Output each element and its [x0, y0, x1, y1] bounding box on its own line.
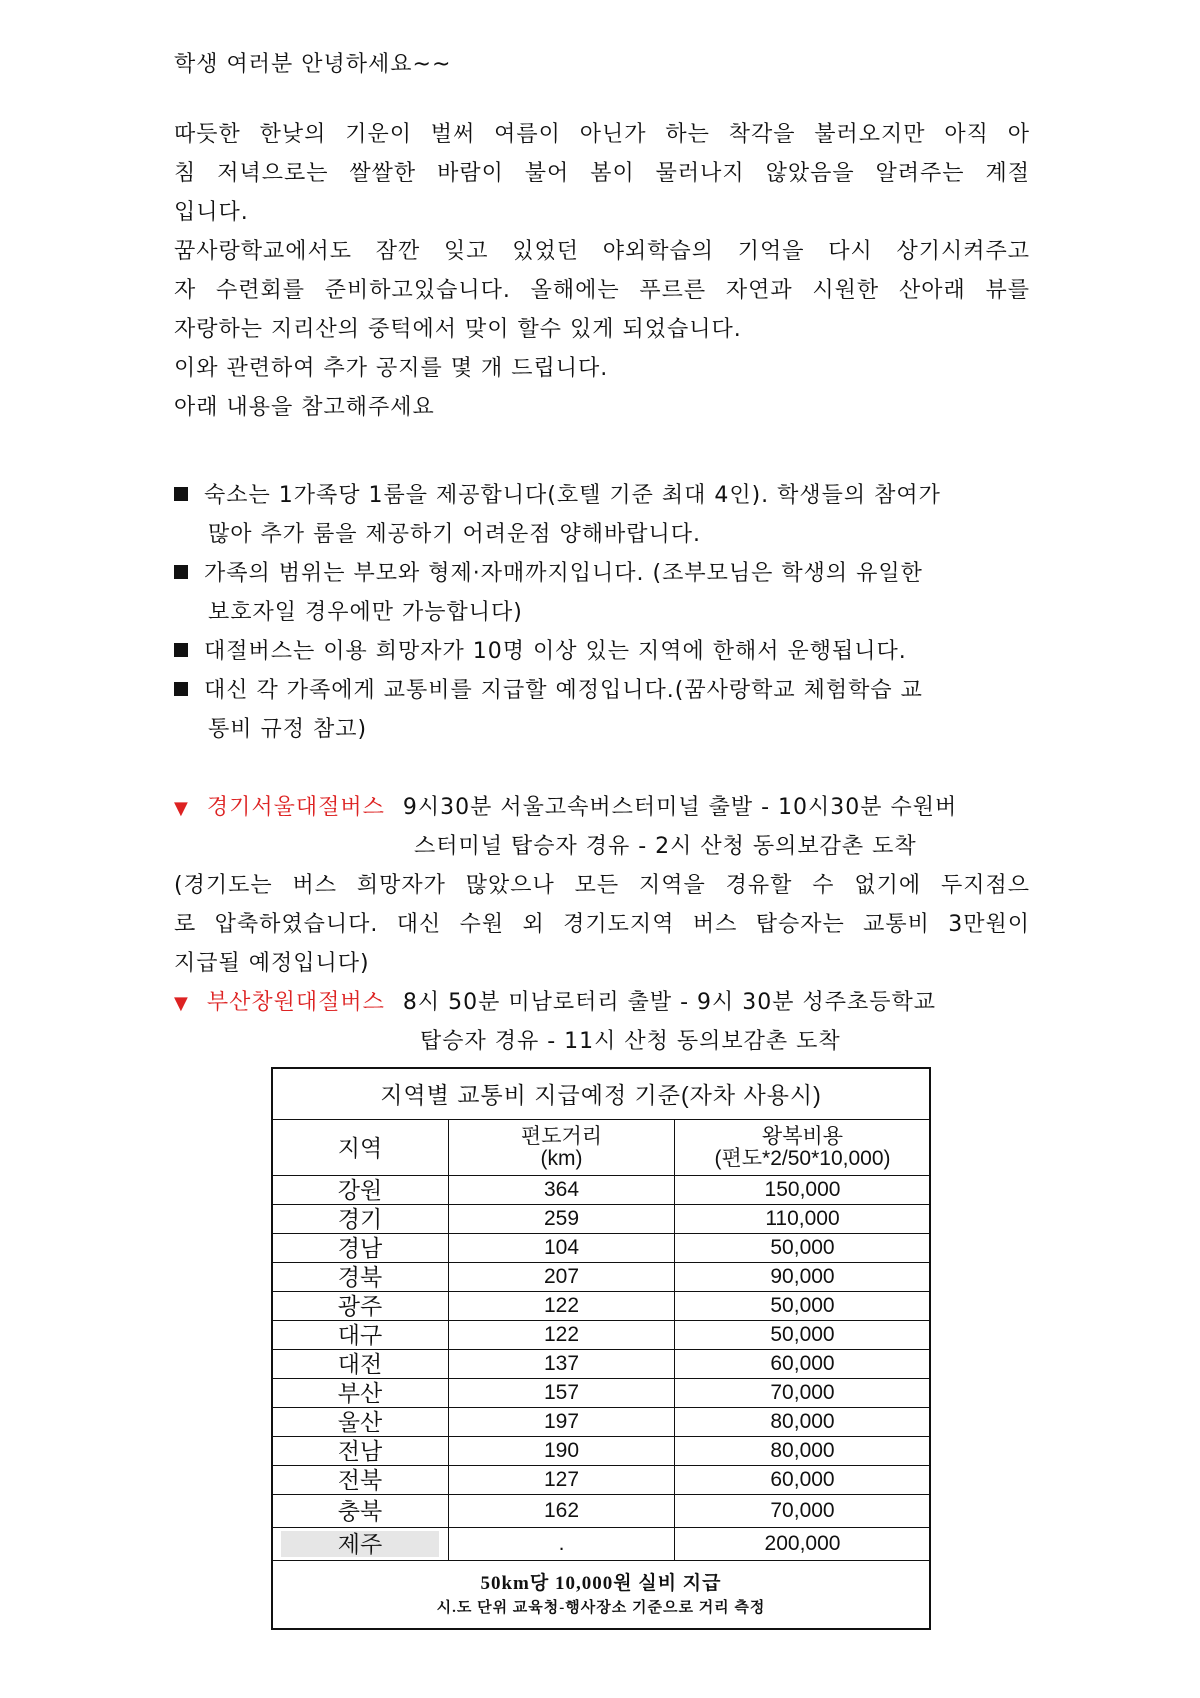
table-row: [272, 1234, 931, 1263]
cost-cell: 50,000: [675, 1234, 931, 1263]
header-cost-formula: (편도*2/50*10,000): [714, 1146, 891, 1170]
table-title: 지역별 교통비 지급예정 기준(자차 사용시): [272, 1068, 931, 1120]
bus-route-name: 경기서울대절버스: [206, 795, 385, 820]
bus-route-schedule-cont: 스터미널 탑승자 경유 - 2시 산청 동의보감촌 도착: [414, 834, 917, 859]
bus-route-note: 로 압축하였습니다. 대신 수원 외 경기도지역 버스 탑승자는 교통비 3만원이: [174, 912, 1030, 937]
table-row: [272, 1466, 931, 1495]
distance-cell: 207: [449, 1263, 675, 1292]
distance-cell: .: [449, 1528, 675, 1561]
footer-measurement-note: 시.도 단위 교육청-행사장소 기준으로 거리 측정: [436, 1600, 766, 1616]
region-cell: 경기: [272, 1205, 449, 1234]
cost-cell: 70,000: [675, 1495, 931, 1528]
triangle-down-icon: ▼: [174, 798, 189, 819]
distance-cell: 157: [449, 1379, 675, 1408]
intro-line: 이와 관련하여 추가 공지를 몇 개 드립니다.: [174, 356, 609, 381]
bus-route-schedule: 8시 50분 미남로터리 출발 - 9시 30분 성주초등학교: [402, 990, 937, 1015]
cost-cell: 70,000: [675, 1379, 931, 1408]
header-cost: [675, 1120, 931, 1176]
region-cell: 전남: [272, 1437, 449, 1466]
bullet-continuation: 많아 추가 룸을 제공하기 어려운점 양해바랍니다.: [208, 522, 702, 547]
region-cell: 경북: [272, 1263, 449, 1292]
intro-line: 꿈사랑학교에서도 잠깐 잊고 있었던 야외학습의 기억을 다시 상기시켜주고: [174, 239, 1030, 264]
intro-line: 아래 내용을 참고해주세요: [174, 395, 435, 420]
table-row: [272, 1205, 931, 1234]
region-cell: 광주: [272, 1292, 449, 1321]
header-cost-label: 왕복비용: [761, 1124, 844, 1148]
bullet-text: 가족의 범위는 부모와 형제·자매까지입니다. (조부모님은 학생의 유일한: [204, 561, 923, 586]
region-cell: 부산: [272, 1379, 449, 1408]
cost-cell: 80,000: [675, 1437, 931, 1466]
bus-route: [174, 793, 1030, 824]
bus-route: [174, 988, 1030, 1019]
region-cell: 전북: [272, 1466, 449, 1495]
bullet-text: 숙소는 1가족당 1룸을 제공합니다(호텔 기준 최대 4인). 학생들의 참여가: [204, 483, 941, 508]
bullet-text: 대신 각 가족에게 교통비를 지급할 예정입니다.(꿈사랑학교 체험학습 교: [204, 678, 923, 703]
intro-line: 자 수련회를 준비하고있습니다. 올해에는 푸르른 자연과 시원한 산아래 뷰를: [174, 278, 1030, 303]
intro-line: 자랑하는 지리산의 중턱에서 맞이 할수 있게 되었습니다.: [174, 317, 742, 342]
distance-cell: 190: [449, 1437, 675, 1466]
region-cell: 대구: [272, 1321, 449, 1350]
table-row: [272, 1379, 931, 1408]
bus-route-note: (경기도는 버스 희망자가 많았으나 모든 지역을 경유할 수 없기에 두지점으: [174, 873, 1030, 898]
distance-cell: 197: [449, 1408, 675, 1437]
cost-cell: 50,000: [675, 1292, 931, 1321]
table-row: [272, 1350, 931, 1379]
header-distance: [449, 1120, 675, 1176]
cost-cell: 50,000: [675, 1321, 931, 1350]
greeting: 학생 여러분 안녕하세요~~: [174, 52, 452, 77]
bus-route-schedule: 9시30분 서울고속버스터미널 출발 - 10시30분 수원버: [402, 795, 958, 820]
cost-cell: 150,000: [675, 1176, 931, 1205]
distance-cell: 162: [449, 1495, 675, 1528]
table-row: [272, 1528, 931, 1561]
table-footer: [272, 1561, 931, 1630]
distance-cell: 104: [449, 1234, 675, 1263]
header-distance-label: 편도거리: [520, 1124, 603, 1148]
cost-cell: 60,000: [675, 1466, 931, 1495]
distance-cell: 122: [449, 1292, 675, 1321]
bullet-item: [174, 676, 1030, 706]
table-row: [272, 1176, 931, 1205]
region-cell: 충북: [272, 1495, 449, 1528]
region-cell: 경남: [272, 1234, 449, 1263]
region-cell: 강원: [272, 1176, 449, 1205]
region-cell: 울산: [272, 1408, 449, 1437]
bus-route-note: 지급될 예정입니다): [174, 951, 370, 976]
table-row: [272, 1321, 931, 1350]
bullet-continuation: 통비 규정 참고): [208, 717, 368, 742]
intro-line: 입니다.: [174, 200, 249, 225]
cost-cell: 90,000: [675, 1263, 931, 1292]
square-bullet-icon: [174, 643, 188, 657]
distance-cell: 122: [449, 1321, 675, 1350]
distance-cell: 127: [449, 1466, 675, 1495]
fare-table: [271, 1067, 931, 1630]
table-row: [272, 1495, 931, 1528]
cost-cell: 110,000: [675, 1205, 931, 1234]
footer-rate: 50km당 10,000원 실비 지급: [480, 1573, 722, 1594]
triangle-down-icon: ▼: [174, 993, 189, 1014]
bullet-item: [174, 481, 1030, 511]
distance-cell: 137: [449, 1350, 675, 1379]
distance-cell: 364: [449, 1176, 675, 1205]
intro-line: 따듯한 한낮의 기운이 벌써 여름이 아닌가 하는 착각을 불러오지만 아직 아: [174, 122, 1030, 147]
cost-cell: 60,000: [675, 1350, 931, 1379]
table-row: [272, 1292, 931, 1321]
bus-route-schedule-cont: 탑승자 경유 - 11시 산청 동의보감촌 도착: [420, 1029, 841, 1054]
square-bullet-icon: [174, 487, 188, 501]
region-cell: 대전: [272, 1350, 449, 1379]
intro-line: 침 저녁으로는 쌀쌀한 바람이 불어 봄이 물러나지 않았음을 알려주는 계절: [174, 161, 1030, 186]
header-region: 지역: [272, 1120, 449, 1176]
cost-cell: 80,000: [675, 1408, 931, 1437]
region-cell-jeju: [272, 1528, 449, 1561]
bullet-continuation: 보호자일 경우에만 가능합니다): [208, 600, 523, 625]
table-row: [272, 1408, 931, 1437]
bullet-text: 대절버스는 이용 희망자가 10명 이상 있는 지역에 한해서 운행됩니다.: [204, 639, 907, 664]
bus-route-name: 부산창원대절버스: [206, 990, 385, 1015]
cost-cell: 200,000: [675, 1528, 931, 1561]
distance-cell: 259: [449, 1205, 675, 1234]
square-bullet-icon: [174, 565, 188, 579]
table-row: [272, 1263, 931, 1292]
header-distance-unit: (km): [540, 1146, 583, 1170]
region-cell-text: 제주: [281, 1531, 439, 1557]
table-row: [272, 1437, 931, 1466]
square-bullet-icon: [174, 682, 188, 696]
bullet-item: [174, 559, 1030, 589]
bullet-item: [174, 637, 1030, 667]
